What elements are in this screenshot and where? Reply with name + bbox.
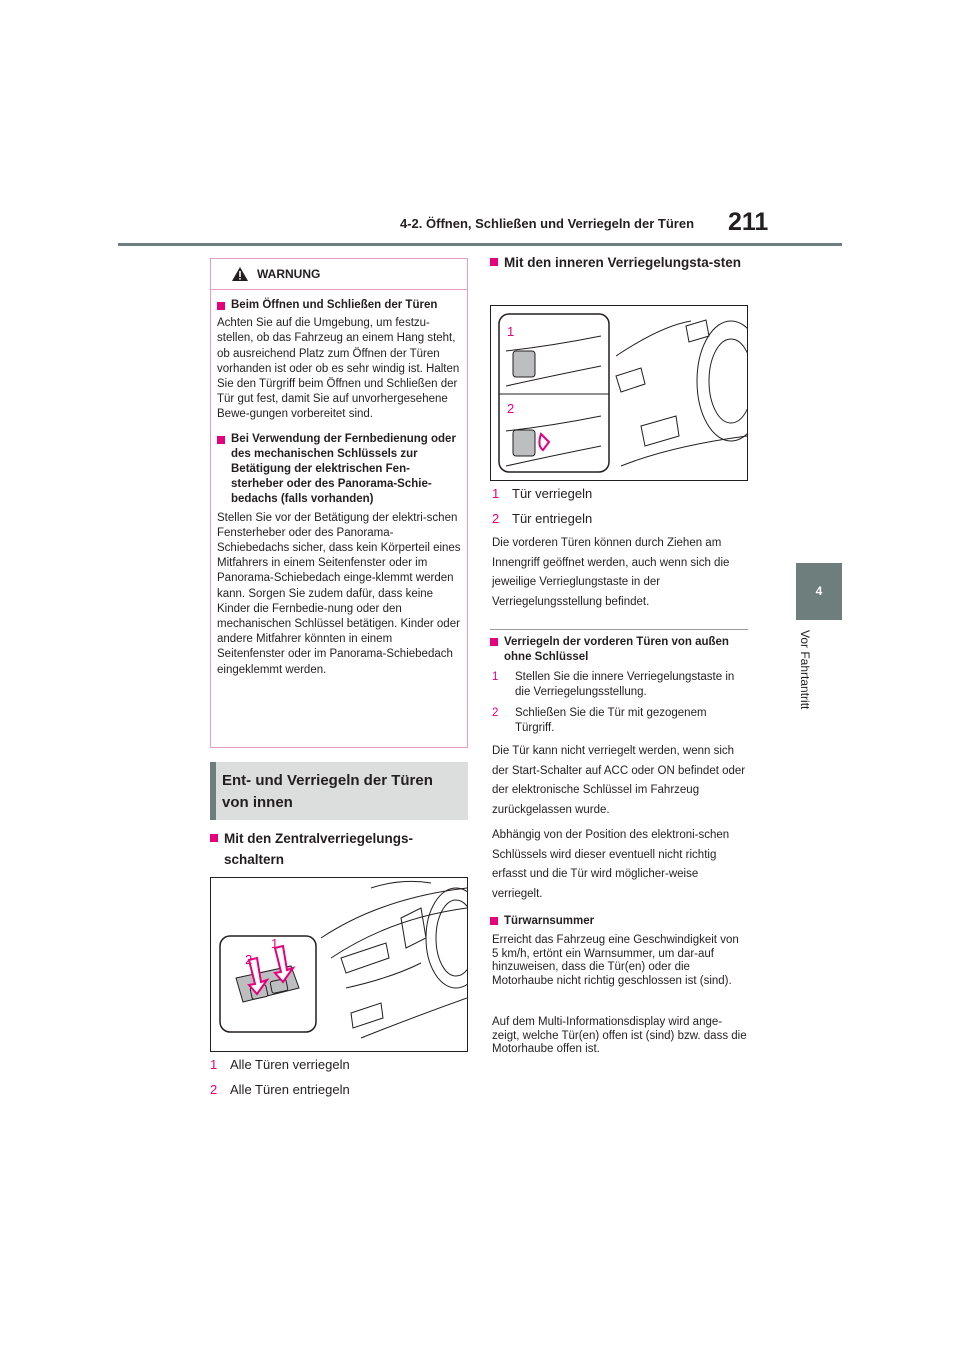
warning-title: WARNUNG — [257, 267, 321, 281]
chapter-title: 4-2. Öffnen, Schließen und Verriegeln der Türen — [400, 216, 695, 231]
body-text: Erreicht das Fahrzeug eine Geschwindigkeit von 5 km/h, ertönt ein Warnsummer, um dar-auf hinzuweisen, dass die Tür(en) oder die Motorhaube nicht richtig geschlossen ist (sind). — [492, 934, 739, 987]
chapter-tab-label: Vor Fahrtantritt — [798, 630, 812, 710]
subsection-heading: Mit den Zentralverriegelungs-schaltern — [210, 828, 468, 870]
body-text: Die vorderen Türen können durch Ziehen am Innengriff geöffnet werden, auch wenn sich die jeweilige Verrieglungstaste in der Verriegelungsstellung befindet. — [492, 537, 730, 608]
body-text: Die Tür kann nicht verriegelt werden, wenn sich der Start-Schalter auf ACC oder ON befindet oder der elektronische Schlüssel im Fahrzeug zurückgelassen wurde. — [492, 745, 746, 816]
step-item: 2 Alle Türen entriegeln — [210, 1082, 350, 1097]
subsection-heading: Verriegeln der vorderen Türen von außen ohne Schlüssel — [490, 635, 748, 664]
step-item: 1 Tür verriegeln — [492, 486, 593, 501]
warning-box — [210, 258, 468, 748]
warning-subheading: Bei Verwendung der Fernbedienung oder des mechanischen Schlüssels zur Betätigung der elektrischen Fen-sterheber oder des Panorama-Schie-bedachs (falls vorhanden) — [217, 432, 461, 508]
subsection-heading: Mit den inneren Verriegelungsta-sten — [490, 252, 748, 273]
chapter-tab: 4 — [796, 563, 842, 620]
step-item: 2 Schließen Sie die Tür mit gezogenem Türgriff. — [492, 707, 707, 734]
body-text: Abhängig von der Position des elektroni-schen Schlüssels wird dieser eventuell nicht richtig erfasst und die Tür wird möglicher-weise verriegelt. — [492, 829, 730, 900]
step-item: 1 Stellen Sie die innere Verriegelungstaste in die Verriegelungsstellung. — [492, 671, 735, 698]
inner-lock-illustration — [490, 305, 748, 481]
section-title: Ent- und Verriegeln der Türen von innen — [210, 762, 468, 820]
callout-1: 1 — [507, 324, 515, 339]
door-panel-drawing — [211, 878, 467, 1051]
warning-header — [211, 259, 467, 290]
warning-icon — [231, 266, 249, 282]
page-number: 211 — [728, 208, 769, 236]
divider — [490, 629, 748, 630]
callout-1: 1 — [271, 936, 279, 951]
central-lock-illustration — [210, 877, 468, 1052]
step-item: 2 Tür entriegeln — [492, 511, 593, 526]
door-handle-drawing — [491, 306, 747, 480]
subsection-heading: Türwarnsummer — [490, 914, 748, 929]
warning-text: Achten Sie auf die Umgebung, um festzu-stellen, ob das Fahrzeug an einem Hang steht, ob ausreichend Platz zum Öffnen der Türen vorhanden ist oder ob es sehr windig ist. Halten Sie den Türgriff beim Öffnen und Schließen der Tür gut fest, damit Sie auf unvorhergesehene Bewe-gungen vorbereitet sind. — [217, 317, 460, 421]
step-item: 1 Alle Türen verriegeln — [210, 1057, 350, 1072]
callout-2: 2 — [507, 401, 515, 416]
body-text: Auf dem Multi-Informationsdisplay wird ange-zeigt, welche Tür(en) offen ist (sind) bzw. dass die Motorhaube offen ist. — [492, 1016, 747, 1055]
callout-2: 2 — [245, 952, 253, 967]
warning-subheading: Beim Öffnen und Schließen der Türen — [217, 298, 461, 313]
header-rule — [118, 243, 842, 246]
warning-text: Stellen Sie vor der Betätigung der elektri-schen Fensterheber oder des Panorama-Schiebedachs sicher, dass kein Körperteil eines Mitfahrers in einem Seitenfenster oder im Panorama-Schiebedach einge-klemmt werden kann. Sorgen Sie zudem dafür, dass keine Kinder die Fernbedie-nung oder den mechanischen Schlüssel betätigen. Kinder oder andere Mitfahrer könnten in einem Seitenfenster oder im Panorama-Schiebedach eingeklemmt werden. — [217, 511, 461, 676]
